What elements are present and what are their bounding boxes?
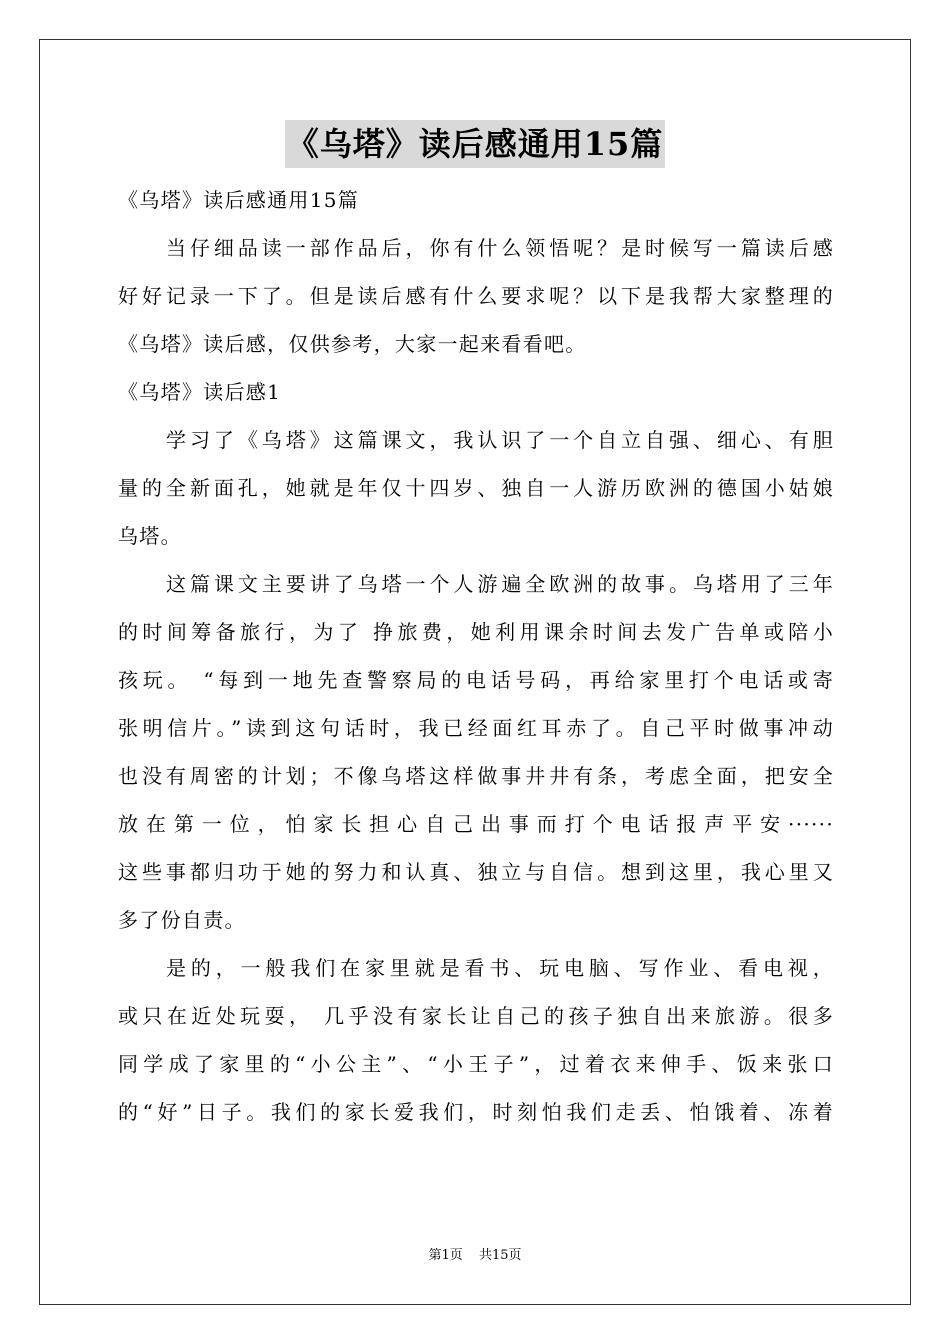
text-line: 张明信片。”读到这句话时，我已经面红耳赤了。自己平时做事冲动	[118, 716, 834, 740]
text-line: 量的全新面孔，她就是年仅十四岁、独自一人游历欧洲的德国小姑娘	[118, 476, 834, 500]
text-line: 同学成了家里的“小公主”、“小王子”，过着衣来伸手、饭来张口	[118, 1052, 834, 1076]
text-line: 放在第一位，怕家长担心自己出事而打个电话报声平安······	[118, 812, 834, 836]
text-line: 《乌塔》读后感1	[118, 380, 282, 404]
text-line: 这些事都归功于她的努力和认真、独立与自信。想到这里，我心里又	[118, 860, 834, 884]
text-line: 或只在近处玩耍， 几乎没有家长让自己的孩子独自出来旅游。很多	[118, 1004, 834, 1028]
text-line: 当仔细品读一部作品后，你有什么领悟呢？是时候写一篇读后感	[166, 236, 834, 260]
text-line: 孩玩。 “每到一地先查警察局的电话号码，再给家里打个电话或寄	[118, 668, 834, 692]
text-line: 《乌塔》读后感通用15篇	[118, 188, 360, 212]
page-footer	[0, 1244, 950, 1263]
text-line: 好好记录一下了。但是读后感有什么要求呢？以下是我帮大家整理的	[118, 284, 834, 308]
page-number: 第1页	[428, 1248, 463, 1263]
text-line: 这篇课文主要讲了乌塔一个人游遍全欧洲的故事。乌塔用了三年	[166, 572, 834, 596]
text-line: 乌塔。	[118, 524, 182, 548]
text-line: 《乌塔》读后感，仅供参考，大家一起来看看吧。	[118, 332, 587, 356]
document-body	[118, 176, 834, 1136]
text-line: 是的，一般我们在家里就是看书、玩电脑、写作业、看电视，	[166, 956, 834, 980]
text-line: 的时间筹备旅行，为了 挣旅费，她利用课余时间去发广告单或陪小	[118, 620, 834, 644]
text-line: 学习了《乌塔》这篇课文，我认识了一个自立自强、细心、有胆	[166, 428, 834, 452]
page-total: 共15页	[478, 1248, 522, 1263]
document-title: 《乌塔》读后感通用15篇	[285, 120, 666, 168]
text-line: 多了份自责。	[118, 908, 246, 932]
title-wrapper	[0, 120, 950, 168]
text-line: 也没有周密的计划；不像乌塔这样做事井井有条，考虑全面，把安全	[118, 764, 834, 788]
text-line: 的“好”日子。我们的家长爱我们，时刻怕我们走丢、怕饿着、冻着	[118, 1100, 834, 1124]
